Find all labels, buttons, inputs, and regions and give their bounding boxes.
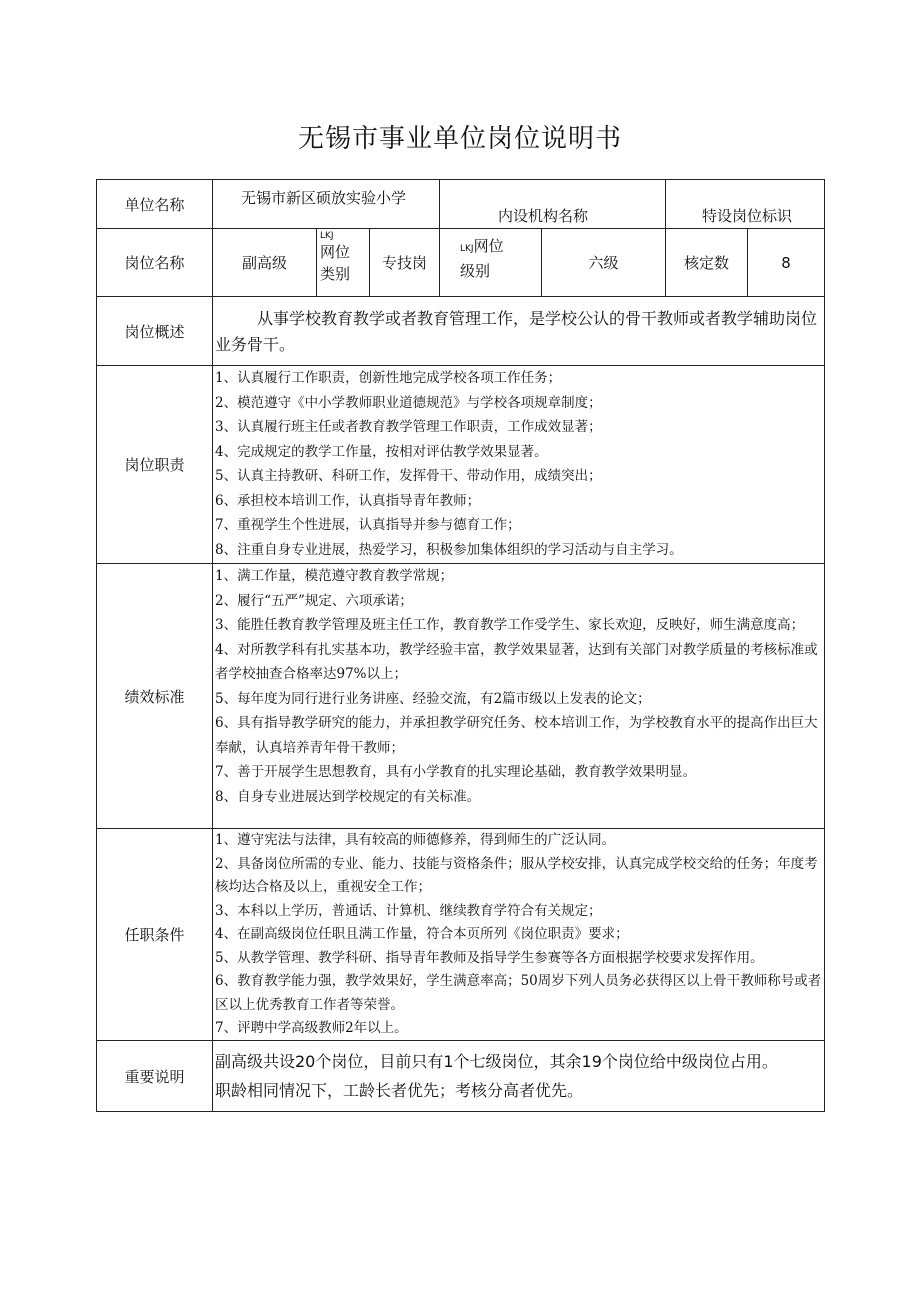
- list-item: 6、承担校本培训工作，认真指导青年教师；: [215, 492, 481, 509]
- list-item: 4、完成规定的教学工作量，按相对评估教学效果显著。: [215, 443, 548, 460]
- duties-cell: [213, 366, 825, 564]
- list-item: 7、善于开展学生思想教育，具有小学教育的扎实理论基础，教育教学效果明显。: [215, 764, 697, 780]
- list-item: 1、满工作量，模范遵守教育教学常规；: [215, 568, 454, 584]
- list-item: 3、认真履行班主任或者教育教学管理工作职责，工作成效显著；: [215, 419, 602, 435]
- list-item: 7、评聘中学高级教师2年以上。: [215, 1020, 408, 1036]
- performance-label: 绩效标准: [97, 564, 213, 829]
- special-post-cell: [666, 180, 825, 229]
- level-label-line1: 网位: [473, 237, 504, 255]
- list-item: 5、认真主持教研、科研工作，发挥骨干、带动作用，成绩突出；: [215, 468, 602, 484]
- quota-label: 核定数: [666, 229, 748, 297]
- list-item: 6、教育教学能力强，教学效果好，学生满意率高；50周岁下列人员务必获得区以上骨干教师称号或者区以上优秀教育工作者等荣誉。: [215, 973, 822, 1013]
- notes-label: 重要说明: [97, 1041, 213, 1112]
- list-item: 7、重视学生个性进展，认真指导并参与德育工作；: [215, 517, 521, 533]
- overview-cell: [213, 297, 825, 366]
- overview-text: 从事学校教育教学或者教育管理工作，是学校公认的骨干教师或者教学辅助岗位业务骨干。: [215, 309, 818, 354]
- level-prefix: LKJ: [460, 244, 474, 254]
- list-item: 6、具有指导教学研究的能力，并承担教学研究任务、校本培训工作，为学校教育水平的提高作出巨大奉献，认真培养青年骨干教师；: [215, 715, 818, 756]
- performance-list: [213, 564, 824, 828]
- qualifications-list: [213, 829, 824, 1040]
- job-description-table: [96, 179, 825, 1112]
- unit-name-value: [213, 180, 440, 229]
- special-post-label: 特设岗位标识: [702, 207, 793, 225]
- post-name-label: 岗位名称: [97, 229, 213, 297]
- post-category-value: 专技岗: [370, 229, 440, 297]
- qualifications-label: 任职条件: [97, 829, 213, 1041]
- performance-cell: [213, 564, 825, 829]
- level-label-line2: 级别: [460, 262, 491, 280]
- list-item: 2、模范遵守《中小学教师职业道德规范》与学校各项规章制度；: [215, 394, 602, 411]
- notes-text: [213, 1043, 824, 1109]
- qualifications-row: [97, 829, 825, 1041]
- list-item: 1、认真履行工作职责，创新性地完成学校各项工作任务；: [215, 370, 562, 386]
- list-item: 3、能胜任教育教学管理及班主任工作，教育教学工作受学生、家长欢迎，反映好，师生满意度高；: [215, 617, 805, 633]
- post-level-label: [440, 229, 542, 297]
- list-item: 4、在副高级岗位任职且满工作量，符合本页所列《岗位职责》要求；: [215, 926, 629, 942]
- notes-cell: [213, 1041, 825, 1112]
- quota-value: 8: [748, 229, 825, 297]
- duties-list: [213, 366, 824, 563]
- notes-row: [97, 1041, 825, 1112]
- list-item: 5、每年度为同行进行业务讲座、经验交流，有2篇市级以上发表的论文；: [215, 690, 651, 707]
- post-name-value: 副高级: [213, 229, 317, 297]
- list-item: 2、履行“五严”规定、六项承诺；: [215, 592, 413, 609]
- list-item: 4、对所教学科有扎实基本功，教学经验丰富，教学效果显著，达到有关部门对教学质量的考核标准或者学校抽查合格率达97%以上；: [215, 641, 818, 682]
- qualifications-cell: [213, 829, 825, 1041]
- unit-row: [97, 180, 825, 229]
- performance-row: [97, 564, 825, 829]
- list-item: 2、具备岗位所需的专业、能力、技能与资格条件；服从学校安排，认真完成学校交给的任务；年度考核均达合格及以上，重视安全工作；: [215, 855, 818, 895]
- category-prefix: LKJ: [320, 231, 334, 241]
- unit-name-label: 单位名称: [97, 180, 213, 229]
- dept-cell: [440, 180, 666, 229]
- overview-row: [97, 297, 825, 366]
- list-item: 8、注重自身专业进展，热爱学习，积极参加集体组织的学习活动与自主学习。: [215, 541, 683, 558]
- list-item: 8、自身专业进展达到学校规定的有关标准。: [215, 788, 481, 805]
- duties-label: 岗位职责: [97, 366, 213, 564]
- page-title: 无锡市事业单位岗位说明书: [297, 124, 622, 154]
- overview-label: 岗位概述: [97, 297, 213, 366]
- category-label-line2: 类别: [320, 265, 351, 283]
- post-category-label: [317, 229, 370, 297]
- post-row: [97, 229, 825, 297]
- list-item: 5、从教学管理、教学科研、指导青年教师及指导学生参赛等各方面根据学校要求发挥作用。: [215, 949, 764, 966]
- unit-name-text: 无锡市新区硕放实验小学: [241, 188, 407, 207]
- notes-line-2: 职龄相同情况下，工龄长者优先；考核分高者优先。: [215, 1081, 584, 1100]
- list-item: 1、遵守宪法与法律，具有较高的师德修养，得到师生的广泛认同。: [215, 832, 616, 848]
- post-level-value: 六级: [542, 229, 666, 297]
- list-item: 3、本科以上学历，普通话、计算机、继续教育学符合有关规定；: [215, 902, 602, 919]
- notes-line-1: 副高级共设20个岗位，目前只有1个七级岗位，其余19个岗位给中级岗位占用。: [215, 1052, 778, 1071]
- category-label-line1: 网位: [320, 243, 351, 261]
- dept-label: 内设机构名称: [498, 207, 589, 225]
- duties-row: [97, 366, 825, 564]
